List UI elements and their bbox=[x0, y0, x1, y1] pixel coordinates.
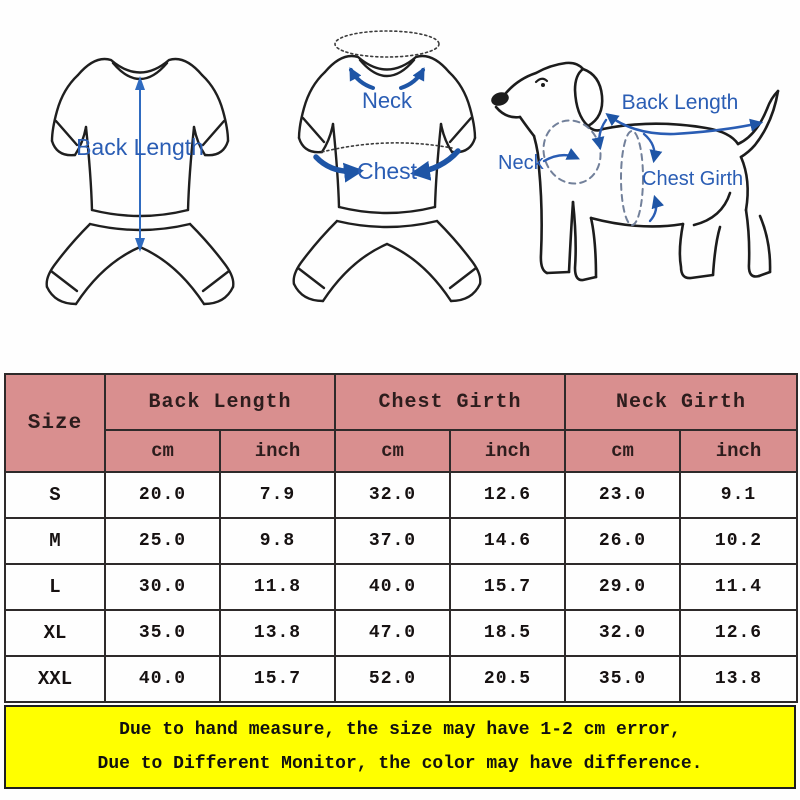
dog-back-length-label: Back Length bbox=[621, 91, 739, 114]
header-chest-girth: Chest Girth bbox=[335, 374, 565, 430]
neck-arrow-left bbox=[351, 70, 373, 88]
neck-arrow-right bbox=[401, 70, 423, 88]
dog-shoulder-arrow bbox=[599, 120, 606, 147]
value-cell: 7.9 bbox=[220, 472, 335, 518]
header-neck-girth-cm: cm bbox=[565, 430, 680, 472]
header-chest-girth-inch: inch bbox=[450, 430, 565, 472]
value-cell: 20.0 bbox=[105, 472, 220, 518]
dog-eye bbox=[541, 83, 545, 87]
header-back-length: Back Length bbox=[105, 374, 335, 430]
garment-back-length-label: Back Length bbox=[76, 134, 204, 160]
dog-chest-arrow-top bbox=[644, 134, 655, 160]
size-cell: XXL bbox=[5, 656, 105, 702]
value-cell: 26.0 bbox=[565, 518, 680, 564]
dog-neck-dashed-line bbox=[535, 112, 610, 191]
table-unit-header-row bbox=[5, 430, 797, 472]
table-row-xxl bbox=[5, 656, 797, 702]
value-cell: 15.7 bbox=[450, 564, 565, 610]
garment-front-diagram bbox=[294, 31, 481, 301]
value-cell: 9.8 bbox=[220, 518, 335, 564]
value-cell: 13.8 bbox=[220, 610, 335, 656]
value-cell: 32.0 bbox=[565, 610, 680, 656]
size-cell: M bbox=[5, 518, 105, 564]
chest-dotted-line bbox=[322, 143, 452, 152]
size-table bbox=[4, 373, 798, 703]
value-cell: 11.8 bbox=[220, 564, 335, 610]
value-cell: 20.5 bbox=[450, 656, 565, 702]
disclaimer-line-2: Due to Different Monitor, the color may have difference. bbox=[97, 753, 703, 774]
value-cell: 47.0 bbox=[335, 610, 450, 656]
value-cell: 18.5 bbox=[450, 610, 565, 656]
value-cell: 35.0 bbox=[105, 610, 220, 656]
table-row-l bbox=[5, 564, 797, 610]
disclaimer-box bbox=[4, 705, 796, 789]
table-row-s bbox=[5, 472, 797, 518]
value-cell: 40.0 bbox=[335, 564, 450, 610]
garment-back-diagram bbox=[47, 59, 234, 304]
value-cell: 40.0 bbox=[105, 656, 220, 702]
value-cell: 9.1 bbox=[680, 472, 797, 518]
garment-neck-label: Neck bbox=[361, 88, 413, 113]
value-cell: 23.0 bbox=[565, 472, 680, 518]
dog-chest-arrow-bottom bbox=[650, 198, 656, 221]
value-cell: 30.0 bbox=[105, 564, 220, 610]
value-cell: 35.0 bbox=[565, 656, 680, 702]
value-cell: 12.6 bbox=[450, 472, 565, 518]
garment-chest-label: Chest bbox=[356, 158, 418, 184]
diagrams-svg bbox=[0, 0, 800, 373]
value-cell: 52.0 bbox=[335, 656, 450, 702]
value-cell: 29.0 bbox=[565, 564, 680, 610]
header-chest-girth-cm: cm bbox=[335, 430, 450, 472]
value-cell: 10.2 bbox=[680, 518, 797, 564]
header-neck-girth-inch: inch bbox=[680, 430, 797, 472]
value-cell: 32.0 bbox=[335, 472, 450, 518]
value-cell: 11.4 bbox=[680, 564, 797, 610]
header-back-length-inch: inch bbox=[220, 430, 335, 472]
dog-diagram bbox=[489, 63, 778, 280]
value-cell: 14.6 bbox=[450, 518, 565, 564]
table-row-xl bbox=[5, 610, 797, 656]
size-cell: XL bbox=[5, 610, 105, 656]
value-cell: 15.7 bbox=[220, 656, 335, 702]
size-cell: S bbox=[5, 472, 105, 518]
dog-neck-label: Neck bbox=[498, 152, 544, 174]
size-cell: L bbox=[5, 564, 105, 610]
dog-neck-arrow bbox=[544, 155, 577, 161]
header-size: Size bbox=[5, 374, 105, 472]
value-cell: 37.0 bbox=[335, 518, 450, 564]
table-row-m bbox=[5, 518, 797, 564]
table-group-header-row bbox=[5, 374, 797, 430]
value-cell: 25.0 bbox=[105, 518, 220, 564]
disclaimer-line-1: Due to hand measure, the size may have 1-2 cm error, bbox=[119, 720, 681, 741]
header-neck-girth: Neck Girth bbox=[565, 374, 797, 430]
dog-chest-girth-label: Chest Girth bbox=[642, 168, 744, 190]
value-cell: 13.8 bbox=[680, 656, 797, 702]
dog-chest-dashed-line bbox=[621, 131, 643, 225]
neck-opening-dotted-line bbox=[335, 31, 439, 57]
measurement-diagrams bbox=[0, 0, 800, 373]
value-cell: 12.6 bbox=[680, 610, 797, 656]
header-back-length-cm: cm bbox=[105, 430, 220, 472]
